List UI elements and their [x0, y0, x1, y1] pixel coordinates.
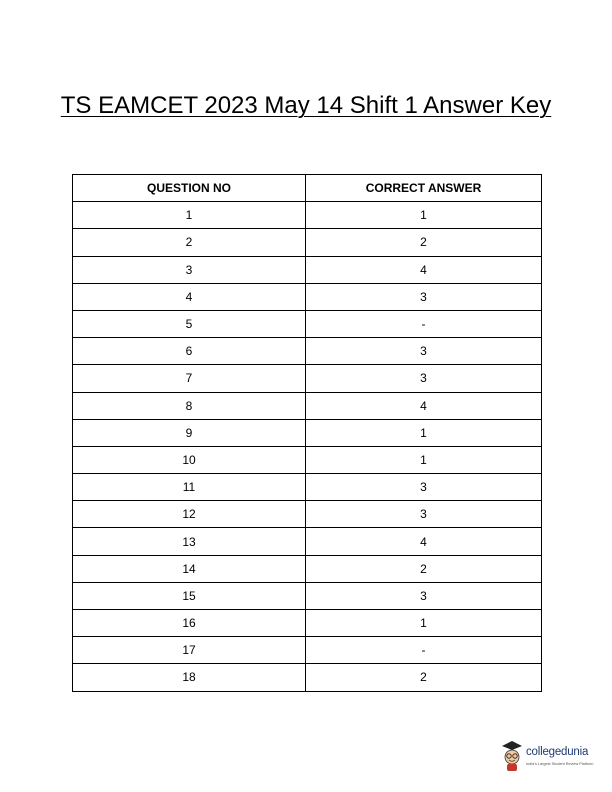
correct-answer-cell: 3 — [306, 365, 542, 392]
answer-key-table — [72, 174, 542, 692]
question-number-cell: 1 — [73, 202, 306, 229]
table-row — [73, 283, 542, 310]
correct-answer-cell: 3 — [306, 474, 542, 501]
question-number-cell: 12 — [73, 501, 306, 528]
question-number-cell: 3 — [73, 256, 306, 283]
correct-answer-cell: 1 — [306, 610, 542, 637]
table-body — [73, 202, 542, 691]
table-row — [73, 582, 542, 609]
table-row — [73, 610, 542, 637]
table-row — [73, 474, 542, 501]
table-header-row — [73, 175, 542, 202]
table-row — [73, 637, 542, 664]
correct-answer-cell: 3 — [306, 283, 542, 310]
table-row — [73, 419, 542, 446]
question-number-cell: 9 — [73, 419, 306, 446]
correct-answer-cell: 4 — [306, 528, 542, 555]
header-correct-answer: CORRECT ANSWER — [306, 175, 542, 202]
question-number-cell: 7 — [73, 365, 306, 392]
correct-answer-cell: 4 — [306, 392, 542, 419]
table-row — [73, 501, 542, 528]
question-number-cell: 6 — [73, 338, 306, 365]
question-number-cell: 14 — [73, 555, 306, 582]
table-row — [73, 528, 542, 555]
question-number-cell: 17 — [73, 637, 306, 664]
table-row — [73, 310, 542, 337]
correct-answer-cell: - — [306, 310, 542, 337]
header-question-no: QUESTION NO — [73, 175, 306, 202]
correct-answer-cell: 2 — [306, 229, 542, 256]
correct-answer-cell: 1 — [306, 419, 542, 446]
question-number-cell: 13 — [73, 528, 306, 555]
table-row — [73, 446, 542, 473]
mascot-icon — [500, 740, 524, 772]
correct-answer-cell: 1 — [306, 202, 542, 229]
correct-answer-cell: 1 — [306, 446, 542, 473]
table-row — [73, 365, 542, 392]
collegedunia-logo — [500, 740, 608, 772]
table-row — [73, 338, 542, 365]
table-row — [73, 392, 542, 419]
question-number-cell: 2 — [73, 229, 306, 256]
table-row — [73, 555, 542, 582]
page-title: TS EAMCET 2023 May 14 Shift 1 Answer Key — [60, 92, 552, 119]
question-number-cell: 4 — [73, 283, 306, 310]
correct-answer-cell: 3 — [306, 338, 542, 365]
question-number-cell: 10 — [73, 446, 306, 473]
correct-answer-cell: - — [306, 637, 542, 664]
table-row — [73, 229, 542, 256]
question-number-cell: 16 — [73, 610, 306, 637]
table-row — [73, 256, 542, 283]
question-number-cell: 5 — [73, 310, 306, 337]
correct-answer-cell: 3 — [306, 582, 542, 609]
question-number-cell: 15 — [73, 582, 306, 609]
correct-answer-cell: 2 — [306, 664, 542, 691]
logo-tagline: India's Largest Student Review Platform — [526, 762, 594, 766]
correct-answer-cell: 2 — [306, 555, 542, 582]
question-number-cell: 18 — [73, 664, 306, 691]
correct-answer-cell: 3 — [306, 501, 542, 528]
correct-answer-cell: 4 — [306, 256, 542, 283]
table-row — [73, 202, 542, 229]
logo-name: collegedunia — [526, 746, 589, 758]
question-number-cell: 8 — [73, 392, 306, 419]
question-number-cell: 11 — [73, 474, 306, 501]
table-row — [73, 664, 542, 691]
